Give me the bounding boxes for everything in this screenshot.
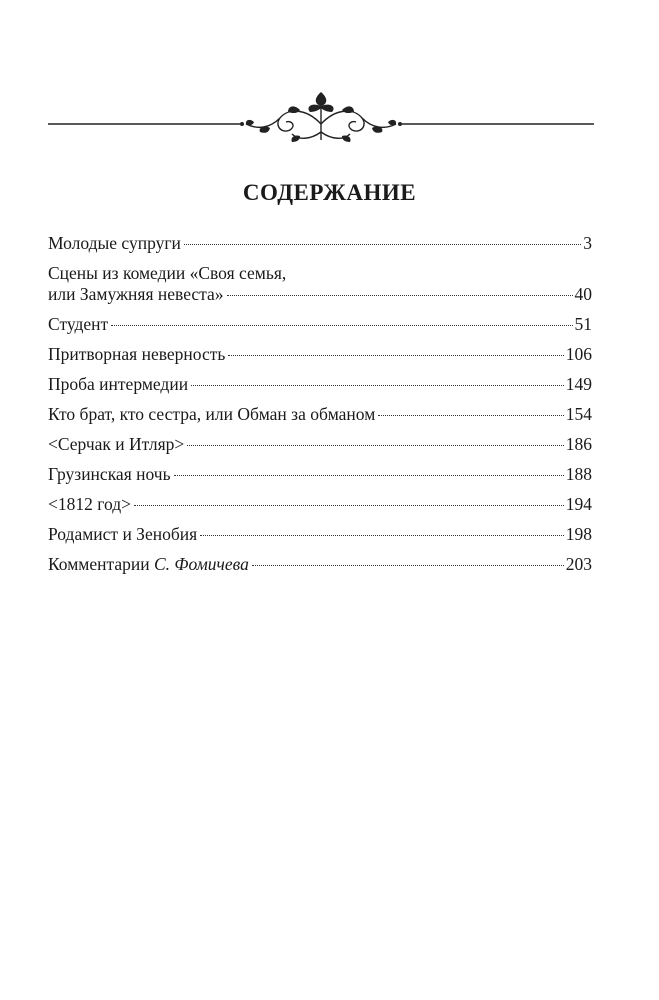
toc-entry-title: Грузинская ночь [48, 464, 171, 484]
toc-page-number: 149 [565, 374, 592, 394]
toc-entry-title: <1812 год> [48, 494, 132, 514]
toc-entry [48, 233, 592, 254]
dot-leader [134, 505, 564, 506]
toc-entry [48, 344, 592, 365]
toc-entry [48, 464, 592, 485]
toc-entry-title: Притворная неверность [48, 344, 226, 364]
toc-entry [48, 263, 592, 305]
toc-entry-title [48, 554, 249, 575]
dot-leader [191, 385, 564, 386]
toc-entry [48, 554, 592, 575]
toc-page-number: 188 [565, 464, 592, 484]
page-title: СОДЕРЖАНИЕ [242, 180, 417, 205]
dot-leader [227, 295, 573, 296]
toc-entry [48, 374, 592, 395]
toc-entry-title-text: Комментарии [48, 554, 150, 574]
toc-page-number: 198 [565, 524, 592, 544]
dot-leader [228, 355, 563, 356]
toc-entry-title-continued: или Замужняя невеста» [48, 284, 224, 304]
toc-entry-title: Молодые супруги [48, 233, 181, 253]
toc-entry-author: С. Фомичева [153, 554, 249, 574]
toc-entry [48, 404, 592, 425]
toc-page-number: 154 [565, 404, 592, 424]
dot-leader [378, 415, 563, 416]
toc-page-number: 106 [565, 344, 592, 364]
toc-entry [48, 494, 592, 515]
toc-entry-title: Кто брат, кто сестра, или Обман за обманом [48, 404, 376, 424]
dot-leader [187, 445, 563, 446]
toc-page-number: 3 [583, 233, 592, 253]
toc-entry-title: Проба интермедии [48, 374, 189, 394]
toc-entry [48, 314, 592, 335]
dot-leader [111, 325, 572, 326]
dot-leader [184, 244, 581, 245]
dot-leader [174, 475, 564, 476]
toc-entry-title: Студент [48, 314, 109, 334]
toc-page-number: 194 [565, 494, 592, 514]
dot-leader [200, 535, 564, 536]
toc-page-number: 51 [574, 314, 592, 334]
toc-page-number: 203 [565, 554, 592, 574]
floral-divider-icon [48, 88, 594, 152]
toc-page-number: 186 [565, 434, 592, 454]
table-of-contents [48, 233, 592, 584]
toc-entry [48, 434, 592, 455]
toc-entry-title: Родамист и Зенобия [48, 524, 198, 544]
toc-entry [48, 524, 592, 545]
toc-page-number: 40 [574, 284, 592, 304]
dot-leader [252, 565, 564, 566]
toc-entry-title: Сцены из комедии «Своя семья, [48, 263, 287, 283]
toc-entry-title: <Серчак и Итляр> [48, 434, 185, 454]
